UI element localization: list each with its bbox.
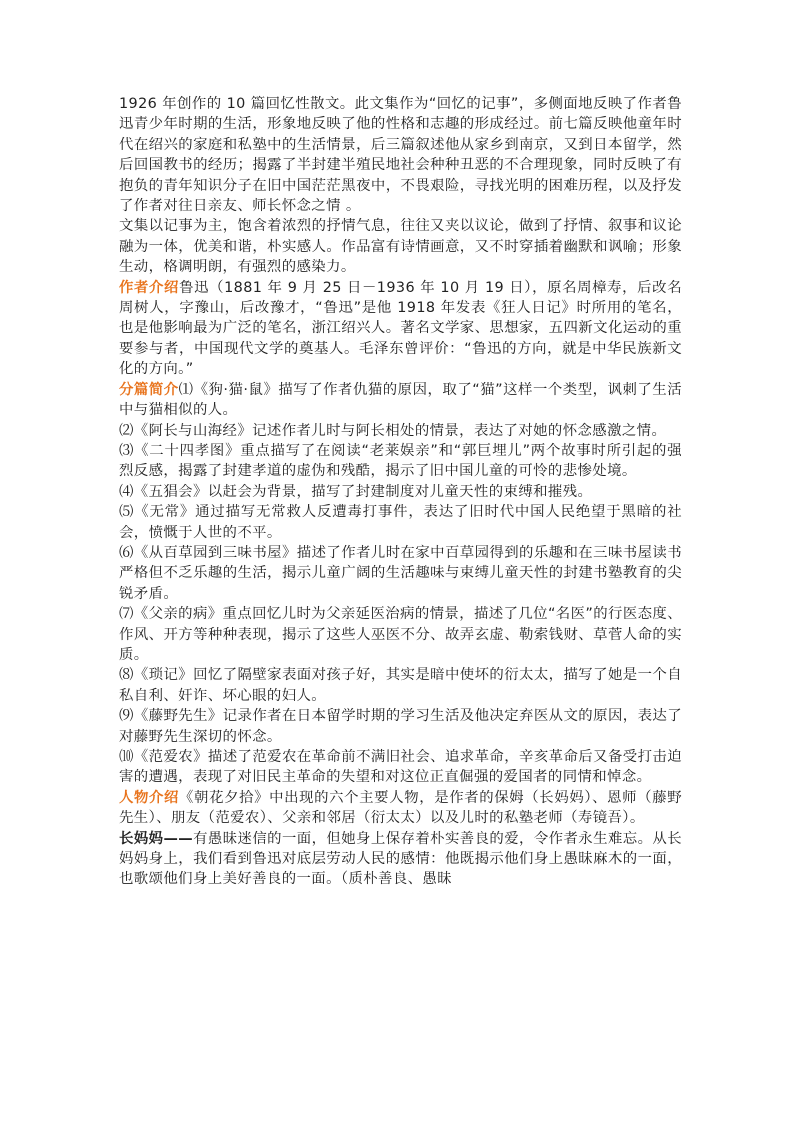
author-heading: 作者介绍 [119, 279, 180, 296]
chapter-item-1 [119, 380, 682, 421]
author-text: 鲁迅（1881 年 9 月 25 日－1936 年 10 月 19 日），原名周樟寿，后改名周树人，字豫山，后改豫才，“鲁迅”是他 1918 年发表《狂人日记》时所用的笔名，也是他影响最为广泛的笔名，浙江绍兴人。著名文学家、思想家，五四新文化运动的重要参与者，中国现代文学的奠基人。毛泽东曾评价：“鲁迅的方向，就是中华民族新文化的方向。” [119, 279, 682, 378]
chapters-heading: 分篇简介 [119, 381, 179, 398]
characters-section [119, 788, 682, 829]
chapter-item-10: ⑽《范爱农》描述了范爱农在革命前不满旧社会、追求革命，辛亥革命后又备受打击迫害的遭遇，表现了对旧民主革命的失望和对这位正直倔强的爱国者的同情和悼念。 [119, 749, 682, 786]
characters-heading: 人物介绍 [119, 789, 180, 806]
author-section [119, 278, 682, 380]
chapter-item-4: ⑷《五猖会》以赶会为背景，描写了封建制度对儿童天性的束缚和摧残。 [119, 483, 593, 500]
chapter-item-7: ⑺《父亲的病》重点回忆儿时为父亲延医治病的情景，描述了几位“名医”的行医态度、作风、开方等种种表现，揭示了这些人巫医不分、故弄玄虚、勒索钱财、草菅人命的实质。 [119, 606, 682, 663]
chapter-item-2: ⑵《阿长与山海经》记述作者儿时与阿长相处的情景，表达了对她的怀念感激之情。 [119, 422, 667, 439]
changmama-text: 有愚昧迷信的一面，但她身上保存着朴实善良的爱，令作者永生难忘。从长妈妈身上，我们看到鲁迅对底层劳动人民的感情：他既揭示他们身上愚昧麻木的一面，也歌颂他们身上美好善良的一面。（质朴善良、愚昧 [119, 830, 682, 888]
chapter-item-3: ⑶《二十四孝图》重点描写了在阅读“老莱娱亲”和“郭巨埋儿”两个故事时所引起的强烈反感，揭露了封建孝道的虚伪和残酷，揭示了旧中国儿童的可怜的悲惨处境。 [119, 442, 682, 480]
chapter-item-9: ⑼《藤野先生》记录作者在日本留学时期的学习生活及他决定弃医从文的原因，表达了对藤野先生深切的怀念。 [119, 708, 682, 745]
changmama-label: 长妈妈—— [119, 830, 194, 847]
characters-text: 《朝花夕拾》中出现的六个主要人物，是作者的保姆（长妈妈）、恩师（藤野先生）、朋友（范爱农）、父亲和邻居（衍太太）以及儿时的私塾老师（寿镜吾）。 [119, 789, 682, 827]
chapter-item-5: ⑸《无常》通过描写无常救人反遭毒打事件，表达了旧时代中国人民绝望于黑暗的社会，愤慨于人世的不平。 [119, 504, 682, 541]
chapter-item-8: ⑻《琐记》回忆了隔壁家表面对孩子好，其实是暗中使坏的衍太太，描写了她是一个自私自利、奸诈、坏心眼的妇人。 [119, 667, 682, 704]
changmama-section [119, 829, 682, 890]
style-paragraph: 文集以记事为主，饱含着浓烈的抒情气息，往往又夹以议论，做到了抒情、叙事和议论融为一体，优美和谐，朴实感人。作品富有诗情画意，又不时穿插着幽默和讽喻；形象生动，格调明朗，有强烈的感染力。 [119, 218, 682, 276]
chapter-item-6: ⑹《从百草园到三味书屋》描述了作者儿时在家中百草园得到的乐趣和在三味书屋读书严格但不乏乐趣的生活，揭示儿童广阔的生活趣味与束缚儿童天性的封建书塾教育的尖锐矛盾。 [119, 544, 682, 602]
intro-paragraph: 1926 年创作的 10 篇回忆性散文。此文集作为“回忆的记事”，多侧面地反映了作者鲁迅青少年时期的生活，形象地反映了他的性格和志趣的形成经过。前七篇反映他童年时代在绍兴的家庭和私塾中的生活情景，后三篇叙述他从家乡到南京，又到日本留学，然后回国教书的经历；揭露了半封建半殖民地社会种种丑恶的不合理现象，同时反映了有抱负的青年知识分子在旧中国茫茫黑夜中，不畏艰险，寻找光明的困难历程，以及抒发了作者对往日亲友、师长怀念之情 。 [119, 96, 682, 215]
document-page [119, 94, 682, 890]
chapter-text-1: ⑴《狗·猫·鼠》描写了作者仇猫的原因，取了“猫”这样一个类型，讽刺了生活中与猫相似的人。 [119, 381, 682, 419]
